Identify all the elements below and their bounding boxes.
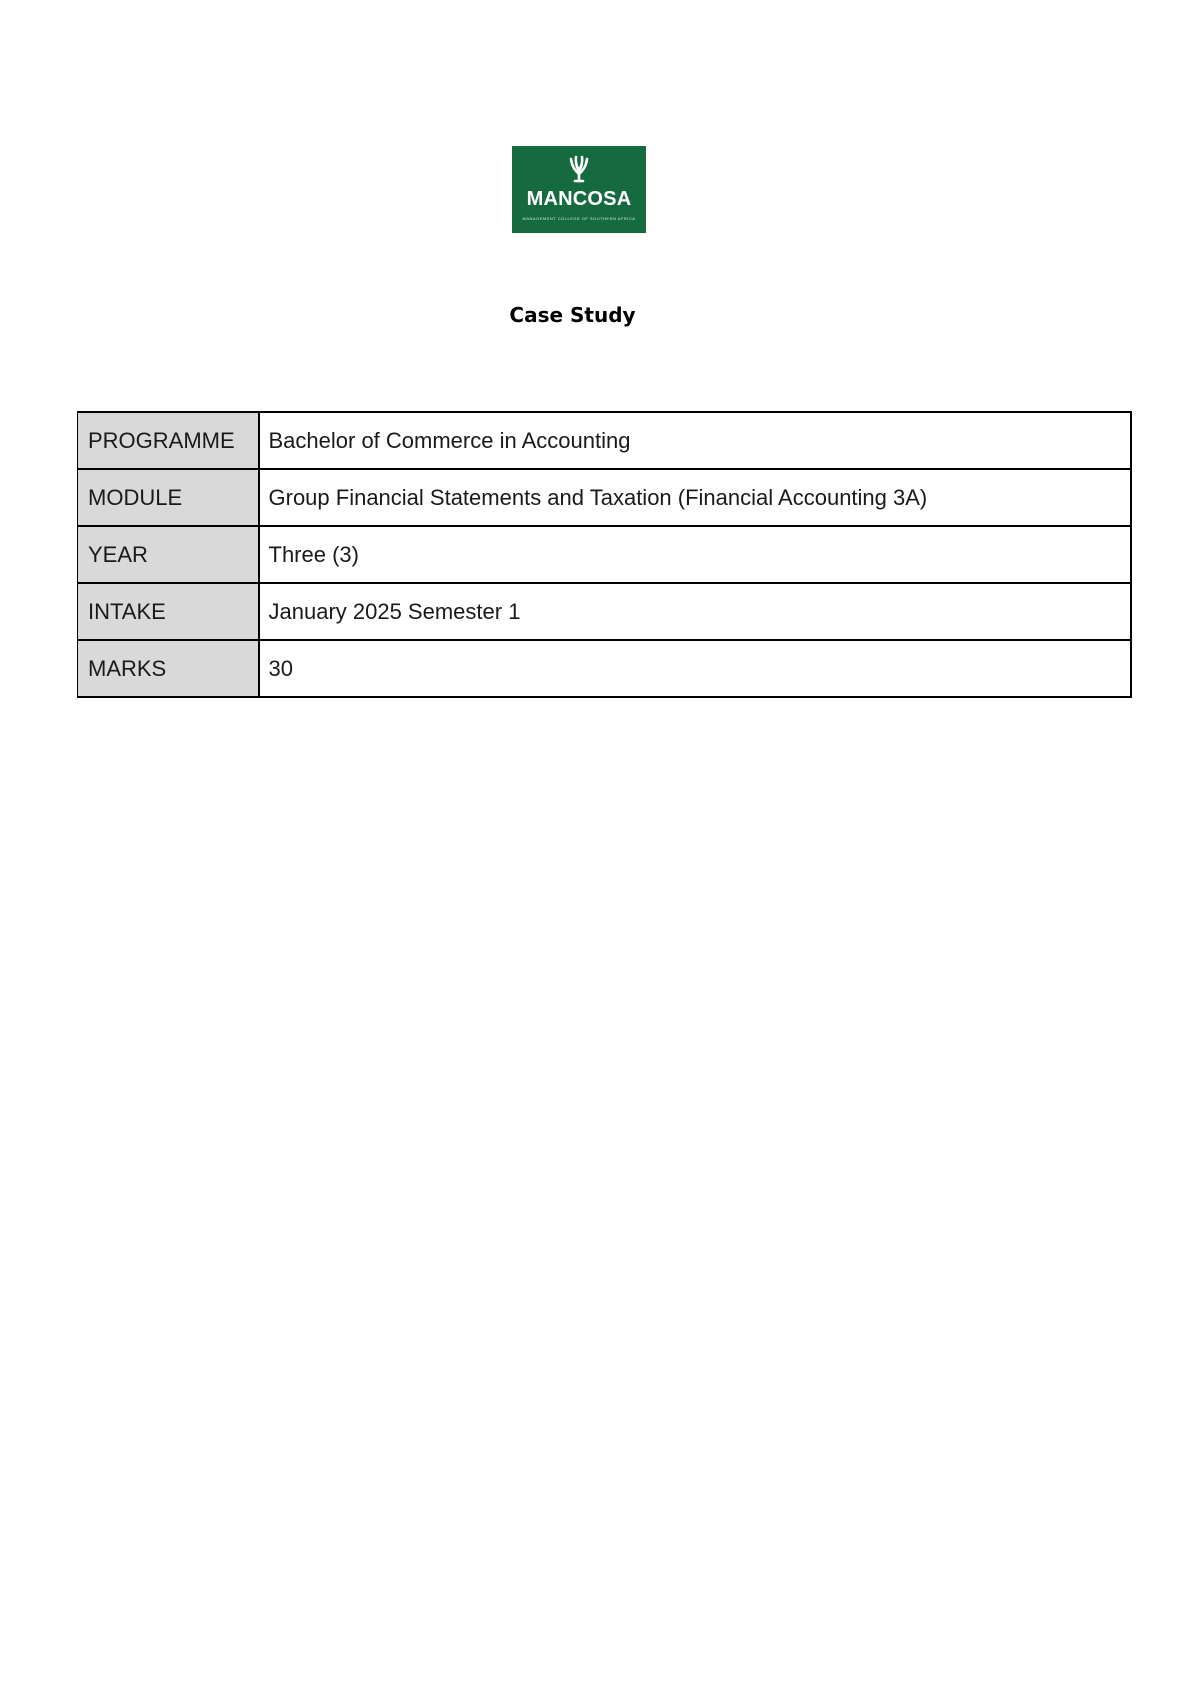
table-row (78, 526, 1132, 583)
programme-value: Bachelor of Commerce in Accounting (259, 412, 1132, 469)
mancosa-logo (512, 146, 646, 233)
intake-label: INTAKE (78, 583, 259, 640)
year-label: YEAR (78, 526, 259, 583)
marks-value: 30 (259, 640, 1132, 697)
table-row (78, 469, 1132, 526)
logo-wordmark: MANCOSA (526, 188, 632, 210)
logo-subtitle: MANAGEMENT COLLEGE OF SOUTHERN AFRICA (522, 216, 636, 221)
marks-label: MARKS (78, 640, 259, 697)
table-row (78, 640, 1132, 697)
details-table (77, 411, 1132, 698)
table-row (78, 412, 1132, 469)
module-value: Group Financial Statements and Taxation (Financial Accounting 3A) (259, 469, 1132, 526)
year-value: Three (3) (259, 526, 1132, 583)
table-row (78, 583, 1132, 640)
intake-value: January 2025 Semester 1 (259, 583, 1132, 640)
programme-label: PROGRAMME (78, 412, 259, 469)
module-label: MODULE (78, 469, 259, 526)
document-title: Case Study (509, 303, 636, 327)
